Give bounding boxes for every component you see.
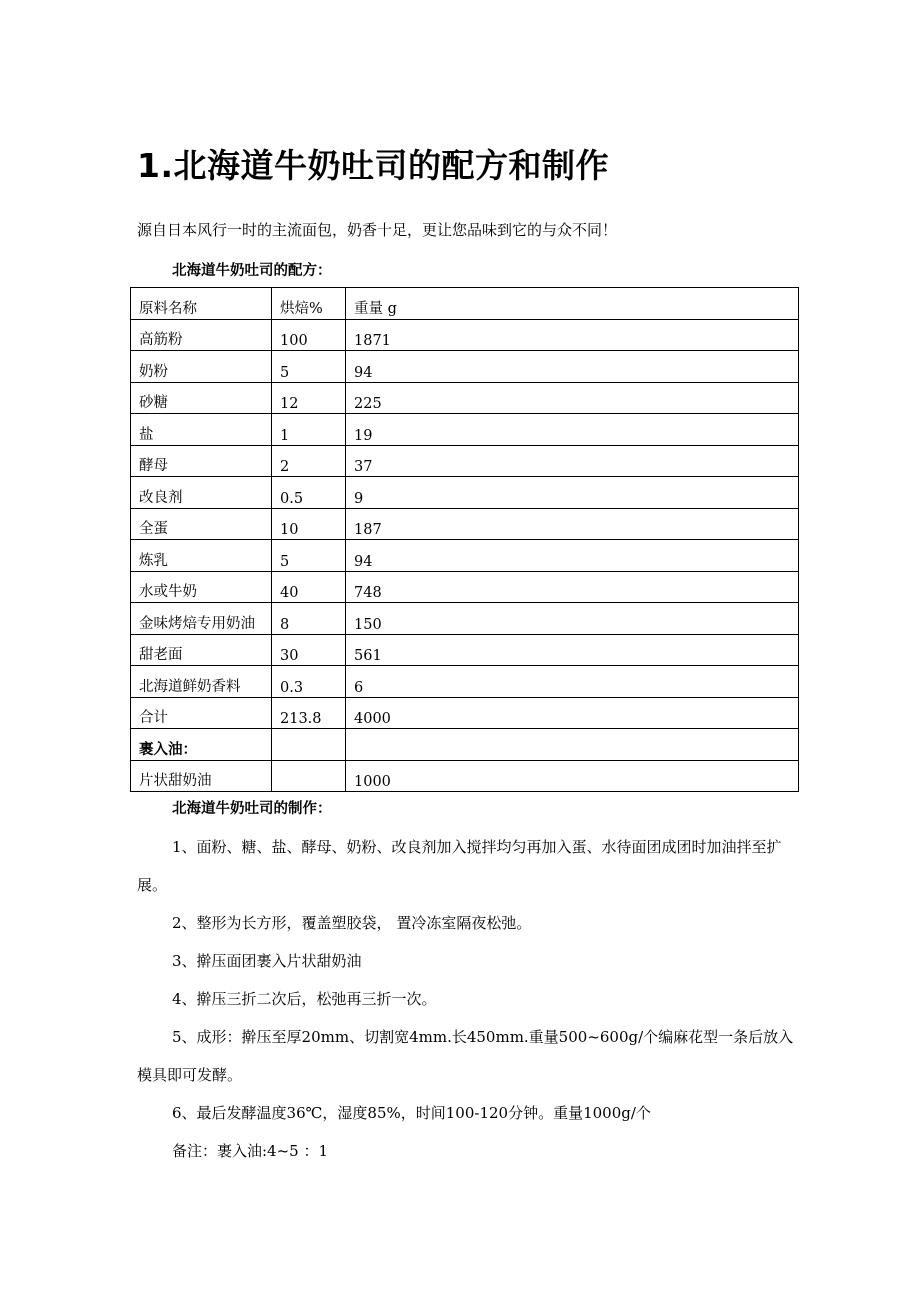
percent-cell: 0.3	[272, 666, 346, 698]
page-title: 1.北海道牛奶吐司的配方和制作	[137, 146, 609, 185]
weight-cell: 748	[346, 571, 799, 603]
percent-cell: 30	[272, 634, 346, 666]
weight-cell: 19	[346, 414, 799, 446]
weight-cell: 4000	[346, 697, 799, 729]
table-row	[131, 351, 799, 383]
percent-cell: 12	[272, 382, 346, 414]
table-row	[131, 445, 799, 477]
percent-cell: 2	[272, 445, 346, 477]
weight-cell: 1871	[346, 319, 799, 351]
header-cell-ingredient: 原料名称	[131, 288, 272, 320]
ingredient-cell: 北海道鲜奶香料	[131, 666, 272, 698]
method-step: 2、整形为长方形，覆盖塑胶袋， 置冷冻室隔夜松弛。	[172, 914, 532, 932]
table-row	[131, 508, 799, 540]
percent-cell: 8	[272, 603, 346, 635]
weight-cell: 94	[346, 540, 799, 572]
recipe-table	[130, 287, 799, 792]
weight-cell: 37	[346, 445, 799, 477]
table-subheading-row	[131, 729, 799, 761]
table-total-row	[131, 697, 799, 729]
ingredient-cell: 砂糖	[131, 382, 272, 414]
weight-cell: 6	[346, 666, 799, 698]
table-row	[131, 382, 799, 414]
ingredient-cell: 盐	[131, 414, 272, 446]
ingredient-cell: 奶粉	[131, 351, 272, 383]
method-step: 4、擀压三折二次后，松弛再三折一次。	[172, 990, 437, 1008]
ingredient-cell: 片状甜奶油	[131, 760, 272, 792]
percent-cell: 10	[272, 508, 346, 540]
table-row	[131, 319, 799, 351]
table-row	[131, 477, 799, 509]
table-row	[131, 571, 799, 603]
percent-cell: 5	[272, 351, 346, 383]
roll-in-fat-label: 裹入油：	[131, 729, 272, 761]
weight-cell: 187	[346, 508, 799, 540]
ingredient-cell: 水或牛奶	[131, 571, 272, 603]
weight-cell: 9	[346, 477, 799, 509]
method-step: 1、面粉、糖、盐、酵母、奶粉、改良剂加入搅拌均匀再加入蛋、水待面团成团时加油拌至扩展。	[137, 838, 782, 894]
recipe-heading: 北海道牛奶吐司的配方：	[172, 263, 332, 279]
intro-paragraph: 源自日本风行一时的主流面包，奶香十足，更让您品味到它的与众不同！	[137, 221, 618, 239]
method-heading: 北海道牛奶吐司的制作：	[172, 801, 332, 817]
weight-cell: 225	[346, 382, 799, 414]
weight-cell	[346, 729, 799, 761]
percent-cell	[272, 760, 346, 792]
ingredient-cell: 高筋粉	[131, 319, 272, 351]
percent-cell: 100	[272, 319, 346, 351]
table-row	[131, 603, 799, 635]
table-row	[131, 666, 799, 698]
table-row	[131, 540, 799, 572]
table-row	[131, 414, 799, 446]
header-cell-baker-percent: 烘焙%	[272, 288, 346, 320]
ingredient-cell: 合计	[131, 697, 272, 729]
weight-cell: 94	[346, 351, 799, 383]
weight-cell: 561	[346, 634, 799, 666]
ingredient-cell: 改良剂	[131, 477, 272, 509]
table-header-row	[131, 288, 799, 320]
ingredient-cell: 甜老面	[131, 634, 272, 666]
note: 备注：裹入油:4~5 ：1	[172, 1142, 329, 1160]
weight-cell: 150	[346, 603, 799, 635]
ingredient-cell: 全蛋	[131, 508, 272, 540]
method-step: 3、擀压面团裹入片状甜奶油	[172, 952, 362, 970]
percent-cell: 213.8	[272, 697, 346, 729]
method-step: 6、最后发酵温度36℃，湿度85%，时间100-120分钟。重量1000g/个	[172, 1104, 651, 1122]
weight-cell: 1000	[346, 760, 799, 792]
table-row	[131, 634, 799, 666]
percent-cell	[272, 729, 346, 761]
ingredient-cell: 炼乳	[131, 540, 272, 572]
percent-cell: 5	[272, 540, 346, 572]
percent-cell: 1	[272, 414, 346, 446]
ingredient-cell: 金味烤焙专用奶油	[131, 603, 272, 635]
header-cell-weight: 重量 g	[346, 288, 799, 320]
method-step: 5、成形：擀压至厚20mm、切割宽4mm.长450mm.重量500~600g/个编麻花型一条后放入模具即可发酵。	[137, 1028, 794, 1084]
table-row	[131, 760, 799, 792]
ingredient-cell: 酵母	[131, 445, 272, 477]
percent-cell: 40	[272, 571, 346, 603]
percent-cell: 0.5	[272, 477, 346, 509]
